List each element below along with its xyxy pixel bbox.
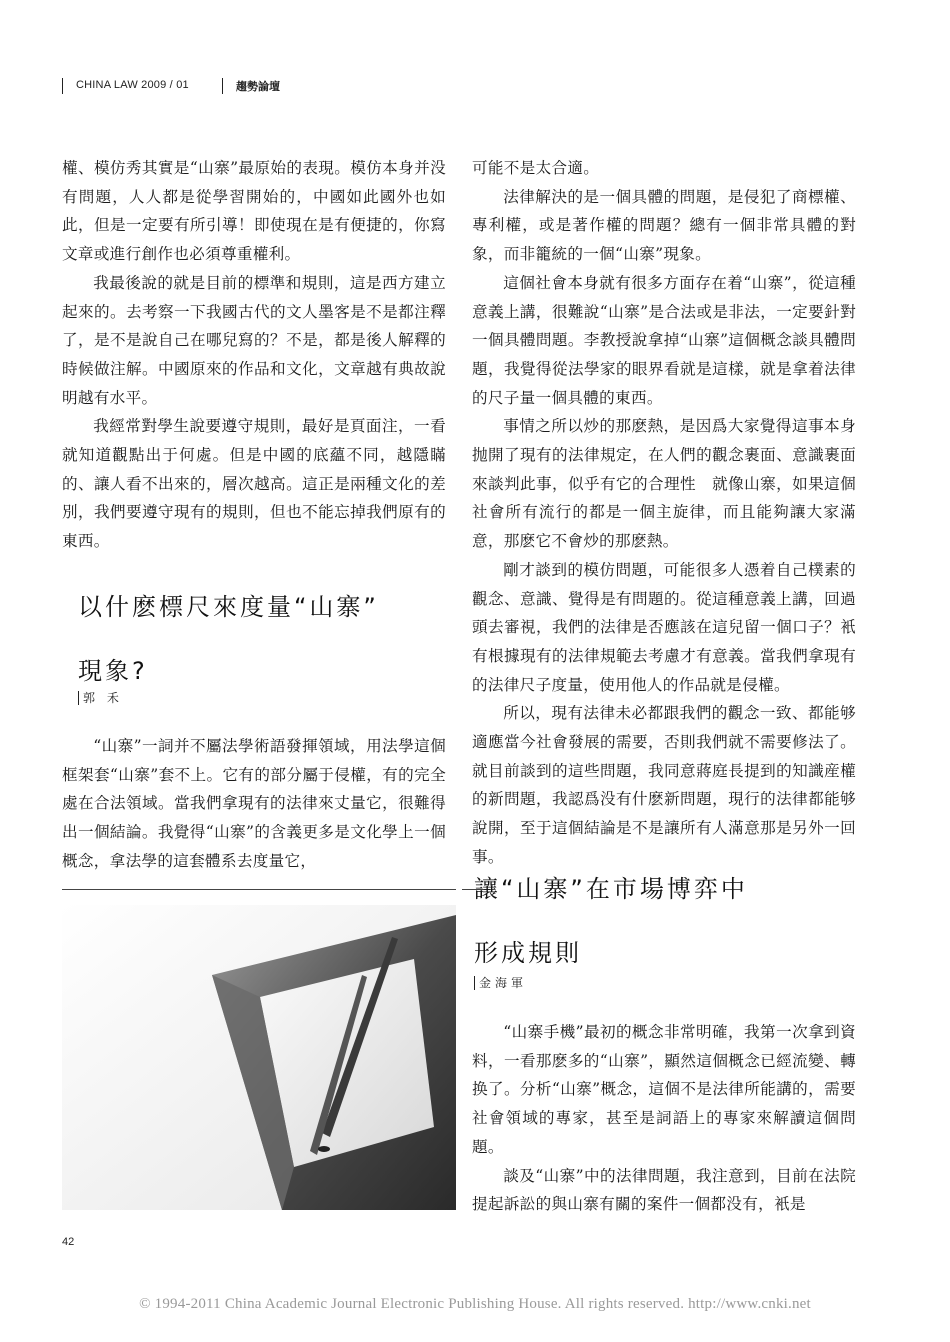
copyright-footer: © 1994-2011 China Academic Journal Electronic Publishing House. All rights reserved. http://www.cnki.net — [139, 1296, 811, 1312]
paragraph: 事情之所以炒的那麽熱，是因爲大家覺得這事本身抛開了現有的法律規定，在人們的觀念裹面、意識裹面來談判此事，似乎有它的合理性 就像山寨，如果這個社會所有流行的都是一個主旋律，而且能夠讓大家滿意，那麽它不會炒的那麽熱。 — [472, 417, 856, 551]
journal-issue: CHINA LAW 2009 / 01 — [76, 79, 189, 91]
section-title-line: 現象? — [78, 657, 148, 685]
section-title-line: 讓“山寨”在市場博弈中 — [474, 875, 748, 903]
author-byline: 郭 禾 — [78, 691, 123, 705]
horizontal-rule — [62, 889, 456, 890]
section2-text — [472, 1018, 856, 1219]
paragraph: 法律解決的是一個具體的問題，是侵犯了商標權、專利權，或是著作權的問題？總有一個非常具體的對象，而非籠統的一個“山寨”現象。 — [472, 187, 856, 264]
header-divider — [222, 78, 223, 94]
section-title — [474, 864, 748, 978]
section-title-line: 形成規則 — [474, 939, 582, 967]
pen-tablet-photo — [62, 905, 456, 1210]
paragraph: 所以，現有法律未必都跟我們的觀念一致、都能够適應當今社會發展的需要，否則我們就不需要修法了。就目前談到的這些問題，我同意蔣庭長提到的知識産權的新問題，我認爲没有什麽新問題，現行的法律都能够說開，至于這個結論是不是讓所有人滿意那是另外一回事。 — [472, 704, 856, 866]
section1-text — [62, 732, 446, 876]
right-column-text — [472, 154, 856, 872]
left-column-text — [62, 154, 446, 556]
paragraph: 我經常對學生說要遵守規則，最好是頁面注，一看就知道觀點出于何處。但是中國的底蘊不同，越隱瞞的、讓人看不出來的，層次越高。這正是兩種文化的差別，我們要遵守現有的規則，但也不能忘掉我們原有的東西。 — [62, 417, 446, 551]
photo-illustration — [62, 905, 456, 1210]
page-number: 42 — [62, 1236, 75, 1248]
section-label: 趨勢論壇 — [236, 80, 280, 93]
paragraph: 我最後說的就是目前的標準和規則，這是西方建立起來的。去考察一下我國古代的文人墨客是不是都注釋了，是不是說自己在哪兒寫的？不是，都是後人解釋的時候做注解。中國原來的作品和文化，文章越有典故說明越有水平。 — [62, 273, 446, 407]
section-title — [78, 582, 379, 696]
paragraph: 談及“山寨”中的法律問題，我注意到，目前在法院提起訴訟的與山寨有關的案件一個都没有，衹是 — [472, 1166, 856, 1214]
author-byline: 金海軍 — [474, 976, 527, 990]
header-divider — [62, 78, 63, 94]
paragraph: 這個社會本身就有很多方面存在着“山寨”，從這種意義上講，很難說“山寨”是合法或是非法，一定要針對一個具體問題。李教授說拿掉“山寨”這個概念談具體問題，我覺得從法學家的眼界看就是這樣，就是拿着法律的尺子量一個具體的東西。 — [472, 273, 856, 407]
paragraph: 剛才談到的模仿問題，可能很多人憑着自己樸素的觀念、意識、覺得是有問題的。從這種意義上講，回過頭去審視，我們的法律是否應該在這兒留一個口子？衹有根據現有的法律規範去考慮才有意義。當我們拿現有的法律尺子度量，使用他人的作品就是侵權。 — [472, 560, 856, 694]
paragraph: 權、模仿秀其實是“山寨”最原始的表現。模仿本身并没有問題，人人都是從學習開始的，中國如此國外也如此，但是一定要有所引導！即使現在是有便捷的，你寫文章或進行創作也必須尊重權利。 — [62, 159, 446, 264]
paragraph: “山寨手機”最初的概念非常明確，我第一次拿到資料，一看那麽多的“山寨”，顯然這個概念已經流變、轉换了。分析“山寨”概念，這個不是法律所能講的，需要社會領域的專家，甚至是詞語上的專家來解讀這個問題。 — [472, 1023, 856, 1156]
paragraph: 可能不是太合適。 — [472, 159, 600, 177]
section-title-line: 以什麽標尺來度量“山寨” — [78, 593, 379, 621]
paragraph: “山寨”一詞并不屬法學術語發揮領域，用法學這個框架套“山寨”套不上。它有的部分屬于侵權，有的完全處在合法領域。當我們拿現有的法律來丈量它，很難得出一個結論。我覺得“山寨”的含義更多是文化學上一個概念，拿法學的這套體系去度量它， — [62, 737, 446, 870]
